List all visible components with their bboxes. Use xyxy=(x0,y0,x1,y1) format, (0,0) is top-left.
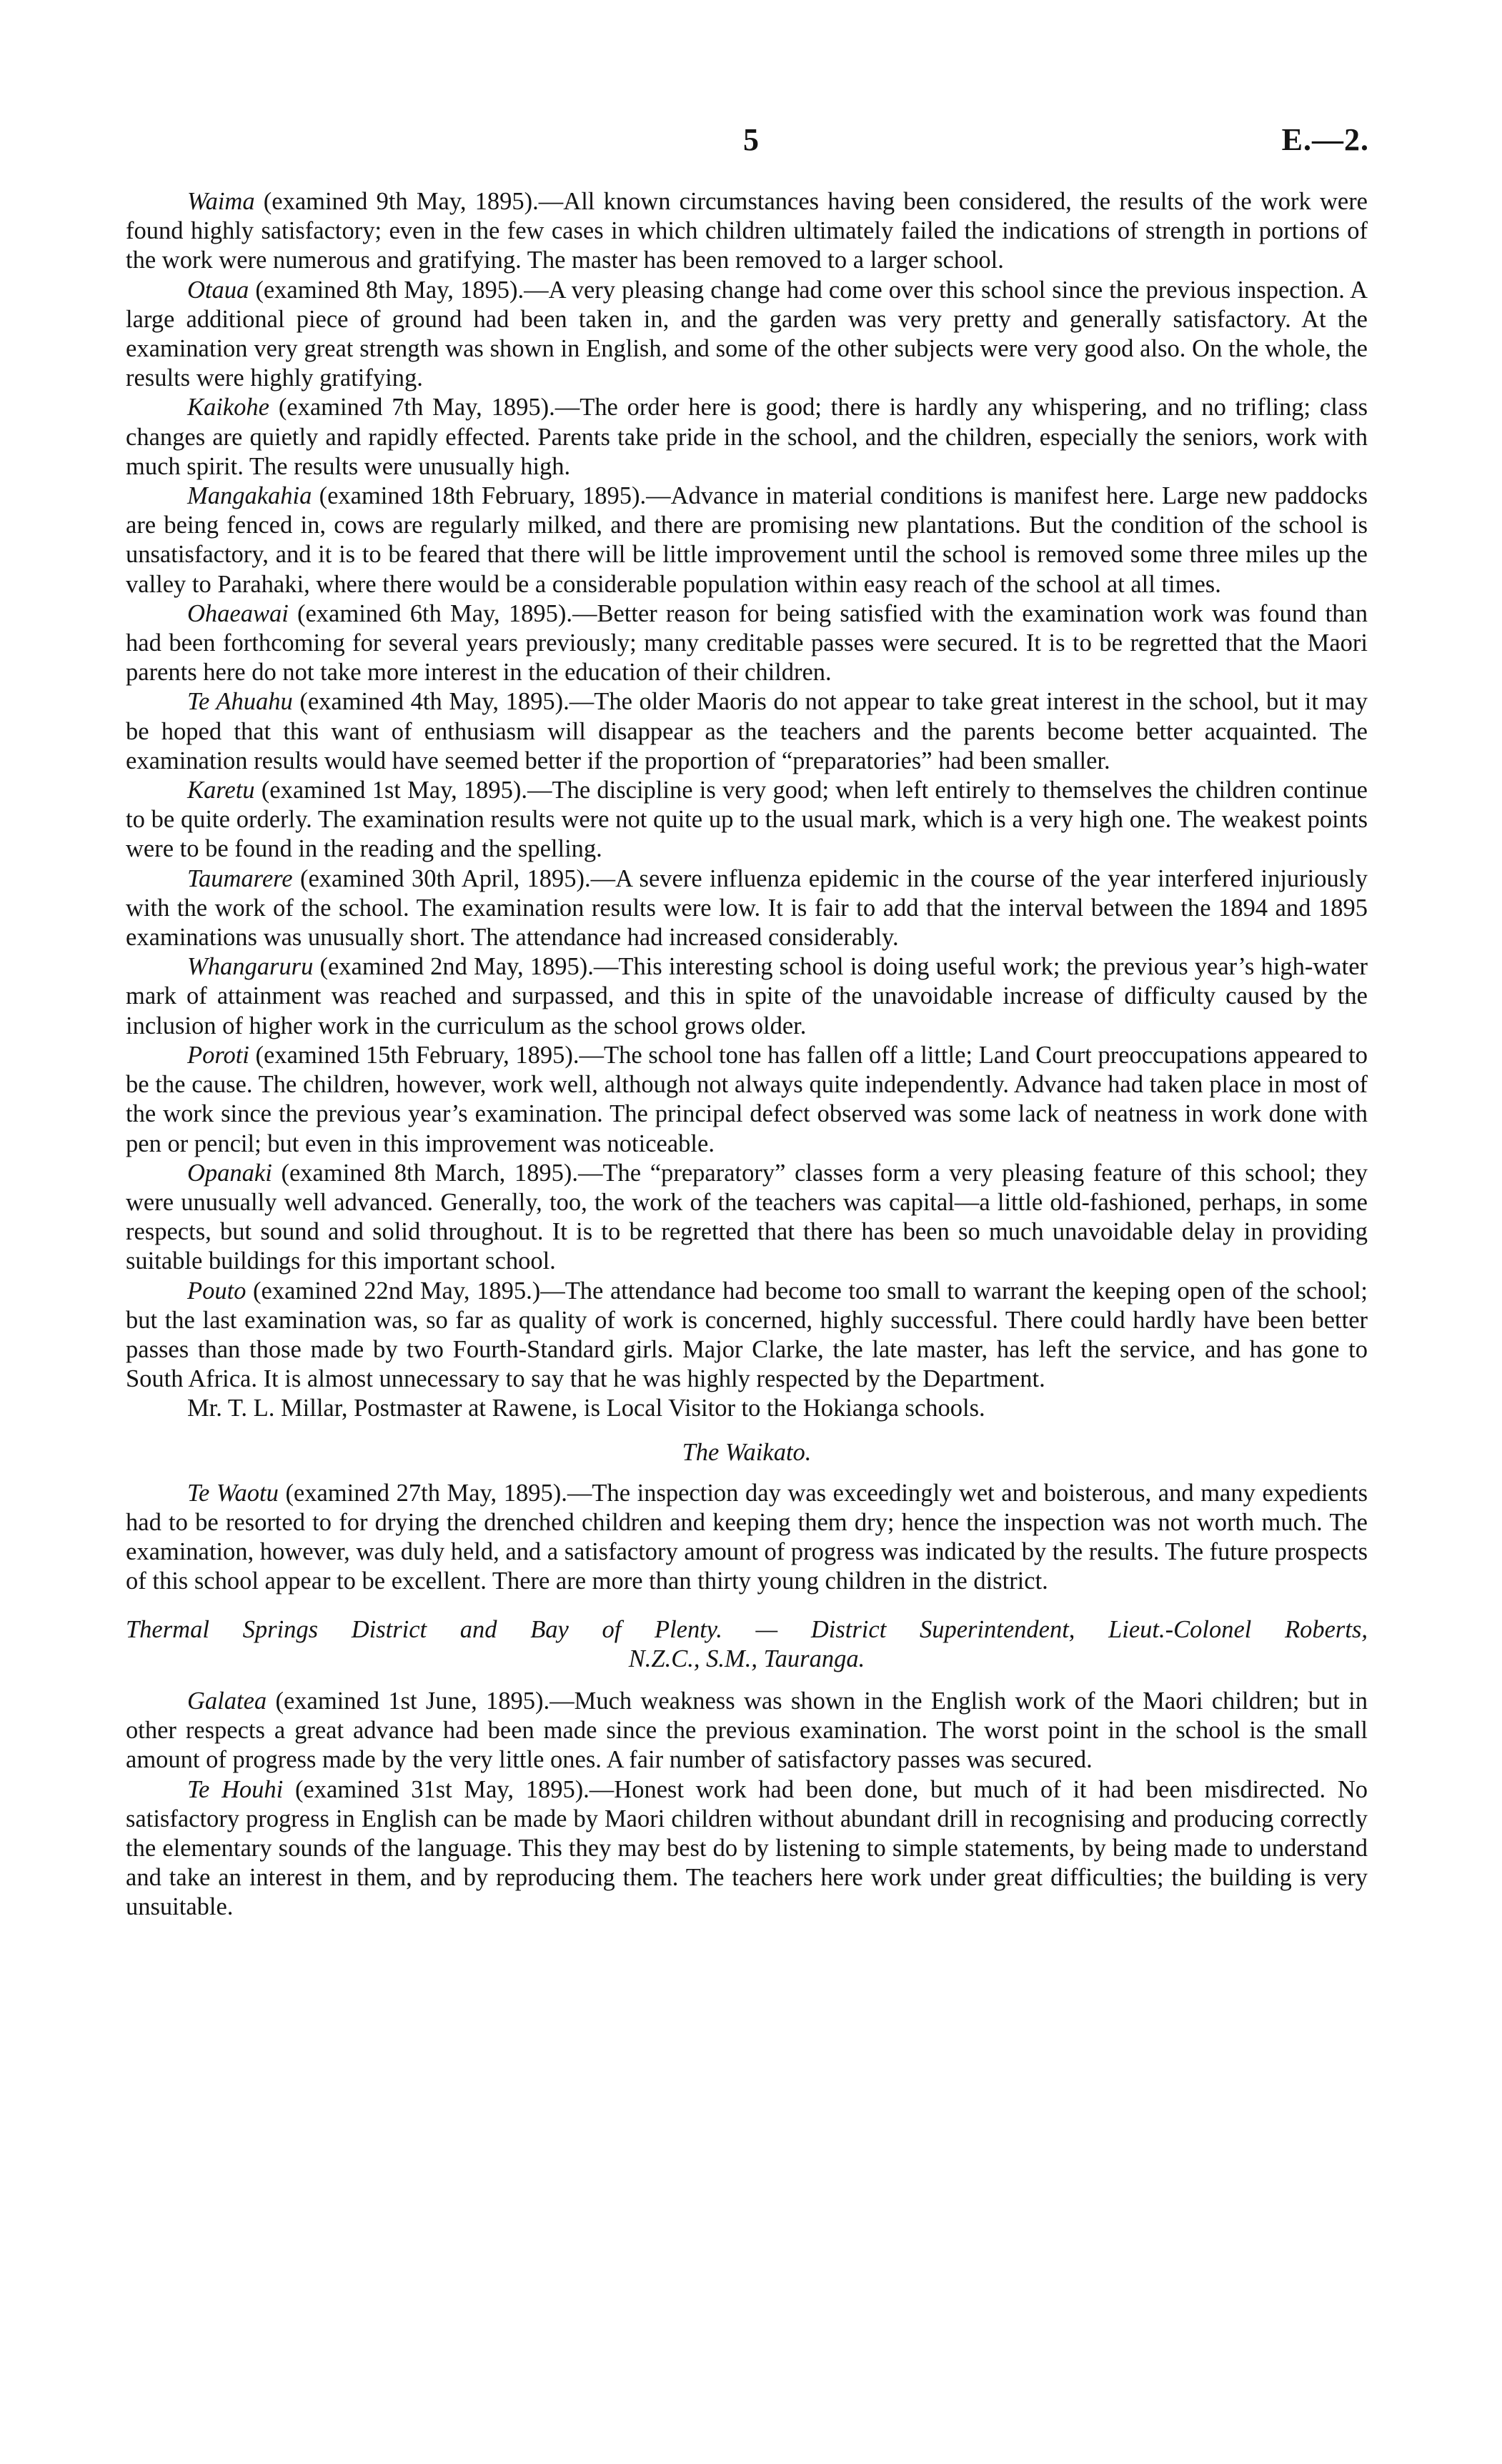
school-entry-te-ahuahu xyxy=(126,687,1368,776)
school-entry-mangakahia xyxy=(126,482,1368,599)
school-name: Otaua xyxy=(187,276,249,304)
school-name: Poroti xyxy=(187,1041,249,1069)
school-report: (examined 1st May, 1895).—The discipline is very good; when left entirely to themselves the children continue to be quite orderly. The examination results were not quite up to the usual mark, which is a very high one. The weakest points were to be found in the reading and the spelling. xyxy=(126,777,1368,863)
local-visitor-note: Mr. T. L. Millar, Postmaster at Rawene, is Local Visitor to the Hokianga schools. xyxy=(187,1395,985,1422)
school-entry-poroti xyxy=(126,1041,1368,1159)
school-entry-te-waotu xyxy=(126,1479,1368,1597)
school-name: Whangaruru xyxy=(187,953,314,981)
school-name: Galatea xyxy=(187,1687,267,1715)
school-name: Opanaki xyxy=(187,1159,272,1187)
document-code: E.—2. xyxy=(1281,122,1369,157)
school-report: (examined 2nd May, 1895).—This interesting school is doing useful work; the previous year’s high-water mark of attainment was reached and surpassed, and this in spite of the unavoidable increase of difficulty caused by the inclusion of higher work in the curriculum as the school grows older. xyxy=(126,953,1368,1039)
school-entry-whangaruru xyxy=(126,952,1368,1041)
school-report: (examined 7th May, 1895).—The order here is good; there is hardly any whispering, and no trifling; class changes are quietly and rapidly effected. Parents take pride in the school, and the children, especially the seniors, work with much spirit. The results were unusually high. xyxy=(126,394,1368,480)
school-report: (examined 8th March, 1895).—The “preparatory” classes form a very pleasing feature of this school; they were unusually well advanced. Generally, too, the work of the teachers was capital—a little old-fashioned, perhaps, in some respects, but sound and solid throughout. It is to be regretted that there has been so much unavoidable delay in providing suitable buildings for this important school. xyxy=(126,1159,1368,1275)
school-name: Te Houhi xyxy=(187,1775,284,1803)
school-name: Pouto xyxy=(187,1277,247,1305)
school-report: (examined 9th May, 1895).—All known circumstances having been considered, the results of the work were found highly satisfactory; even in the few cases in which children ultimately failed the indications of strength in portions of the work were numerous and gratifying. The master has been removed to a larger school. xyxy=(126,188,1368,274)
school-name: Te Ahuahu xyxy=(187,688,293,716)
school-entry-taumarere xyxy=(126,864,1368,953)
section-heading-waikato: The Waikato. xyxy=(682,1438,812,1466)
school-entry-otaua xyxy=(126,276,1368,394)
school-name: Ohaeawai xyxy=(187,599,289,627)
school-report: (examined 15th February, 1895).—The school tone has fallen off a little; Land Court preoccupations appeared to be the cause. The children, however, work well, although not always quite independently. Advance had taken place in most of the work since the previous year’s examination. The principal defect observed was some lack of neatness in work done with pen or pencil; but even in this improvement was noticeable. xyxy=(126,1041,1368,1157)
school-entry-ohaeawai xyxy=(126,599,1368,688)
page-number: 5 xyxy=(743,122,759,157)
report-body xyxy=(126,187,1368,1922)
school-name: Te Waotu xyxy=(187,1479,279,1507)
section-heading-thermal-springs xyxy=(126,1615,1368,1674)
school-name: Kaikohe xyxy=(187,394,269,422)
school-entry-waima xyxy=(126,187,1368,276)
school-report: (examined 31st May, 1895).—Honest work had been done, but much of it had been misdirected. No satisfactory progress in English can be made by Maori children without abundant drill in recognising and producing correctly the elementary sounds of the language. This they may best do by listening to simple statements, by being made to understand and take an interest in them, and by reproducing them. The teachers here work under great difficulties; the building is very unsuitable. xyxy=(126,1775,1368,1921)
school-entry-pouto xyxy=(126,1277,1368,1395)
school-report: (examined 4th May, 1895).—The older Maoris do not appear to take great interest in the school, but it may be hoped that this want of enthusiasm will disappear as the teachers and the parents become better acquainted. The examination results would have seemed better if the proportion of “preparatories” had been smaller. xyxy=(126,688,1368,774)
school-report: (examined 22nd May, 1895.)—The attendance had become too small to warrant the keeping open of the school; but the last examination was, so far as quality of work is concerned, highly successful. There could hardly have been better passes than those made by two Fourth-Standard girls. Major Clarke, the late master, has left the service, and has gone to South Africa. It is almost unnecessary to say that he was highly respected by the Department. xyxy=(126,1277,1368,1393)
school-name: Waima xyxy=(187,188,255,215)
district-heading-line-1: Thermal Springs District and Bay of Plenty. — District Superintendent, Lieut.-Colonel Roberts, xyxy=(126,1615,1368,1643)
school-name: Taumarere xyxy=(187,864,293,892)
school-entry-kaikohe xyxy=(126,393,1368,482)
school-report: (examined 1st June, 1895).—Much weakness was shown in the English work of the Maori children; but in other respects a great advance had been made since the previous examination. The worst point in the school is the small amount of progress made by the very little ones. A fair number of satisfactory passes was secured. xyxy=(126,1687,1368,1774)
school-report: (examined 8th May, 1895).—A very pleasing change had come over this school since the previous inspection. A large additional piece of ground had been taken in, and the garden was very pretty and generally satisfactory. At the examination very great strength was shown in English, and some of the other subjects were very good also. On the whole, the results were highly gratifying. xyxy=(126,276,1368,392)
school-report: (examined 30th April, 1895).—A severe influenza epidemic in the course of the year interfered injuriously with the work of the school. The examination results were low. It is fair to add that the interval between the 1894 and 1895 examinations was unusually short. The attendance had increased considerably. xyxy=(126,864,1368,952)
school-entry-karetu xyxy=(126,776,1368,864)
district-heading-line-2: N.Z.C., S.M., Tauranga. xyxy=(628,1645,865,1672)
page-header xyxy=(0,121,1502,164)
school-report: (examined 18th February, 1895).—Advance in material conditions is manifest here. Large new paddocks are being fenced in, cows are regularly milked, and there are promising new plantations. But the condition of the school is unsatisfactory, and it is to be feared that there will be little improvement until the school is removed some three miles up the valley to Parahaki, where there would be a considerable population within easy reach of the school at all times. xyxy=(126,482,1368,598)
school-entry-te-houhi xyxy=(126,1775,1368,1922)
school-report: (examined 6th May, 1895).—Better reason for being satisfied with the examination work was found than had been forthcoming for several years previously; many creditable passes were secured. It is to be regretted that the Maori parents here do not take more interest in the education of their children. xyxy=(126,599,1368,687)
school-entry-opanaki xyxy=(126,1159,1368,1277)
school-entry-galatea xyxy=(126,1687,1368,1775)
school-name: Karetu xyxy=(187,777,255,804)
school-report: (examined 27th May, 1895).—The inspection day was exceedingly wet and boisterous, and many expedients had to be resorted to for drying the drenched children and keeping them dry; hence the inspection was not worth much. The examination, however, was duly held, and a satisfactory amount of progress was indicated by the results. The future prospects of this school appear to be excellent. There are more than thirty young children in the district. xyxy=(126,1479,1368,1595)
school-name: Mangakahia xyxy=(187,482,312,510)
